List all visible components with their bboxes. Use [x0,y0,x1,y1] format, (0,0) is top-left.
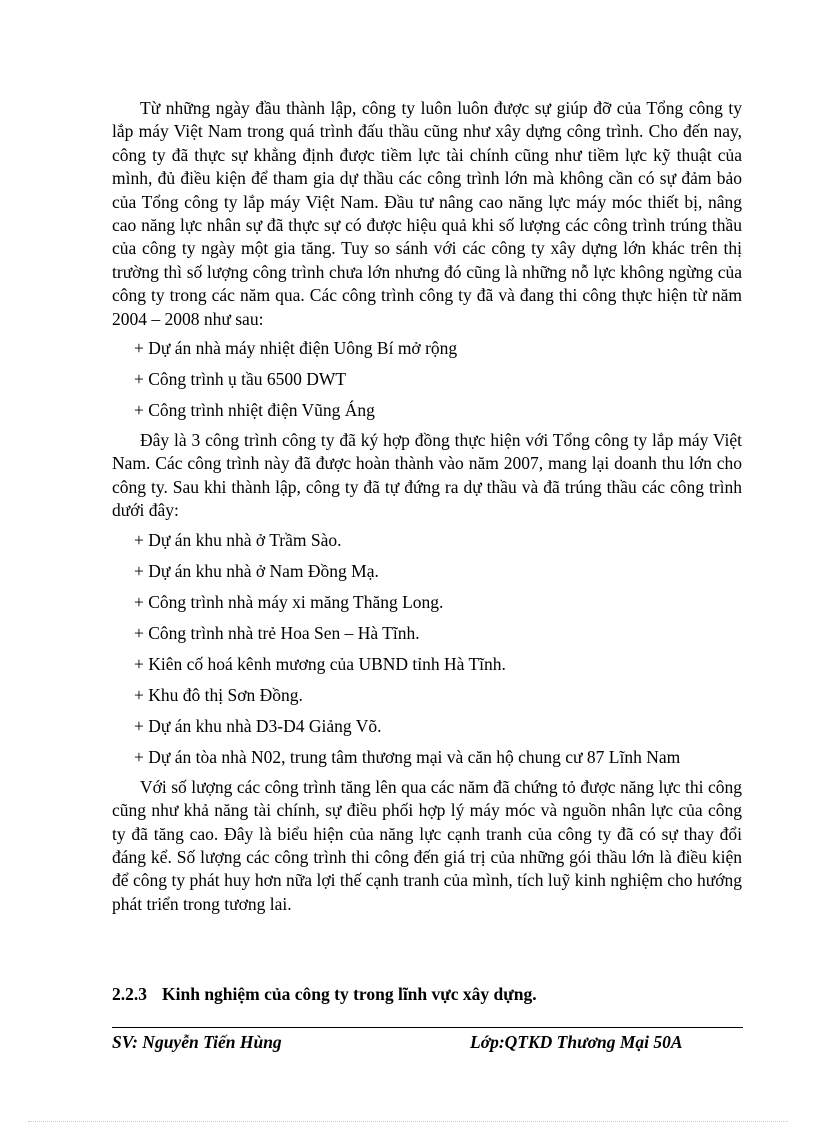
page-edge-divider [28,1121,788,1122]
parent-company-projects-list [112,333,742,426]
list-item: + Công trình nhà máy xi măng Thăng Long. [134,591,444,612]
section-title: Kinh nghiệm của công ty trong lĩnh vực xây dựng. [162,984,537,1004]
independent-projects-list [112,525,742,773]
footer-divider [112,1027,743,1028]
list-item: + Dự án nhà máy nhiệt điện Uông Bí mở rộng [134,338,458,359]
list-item: + Công trình nhà trẻ Hoa Sen – Hà Tĩnh. [134,622,420,643]
intro-paragraph: Từ những ngày đầu thành lập, công ty luôn luôn được sự giúp đỡ của Tổng công ty lắp máy Việt Nam trong quá trình đấu thầu cũng như xây dựng công trình. Cho đến nay, công ty đã thực sự khẳng định được tiềm lực tài chính cũng như tiềm lực kỹ thuật của mình, đủ điều kiện để tham gia dự thầu các công trình lớn mà không cần có sự đảm bảo của Tổng công ty lắp máy Việt Nam. Đầu tư nâng cao năng lực máy móc thiết bị, nâng cao năng lực nhân sự đã thực sự có được hiệu quả khi số lượng các công trình trúng thầu của công ty ngày một gia tăng. Tuy so sánh với các công ty xây dựng lớn khác trên thị trường thì số lượng công trình chưa lớn nhưng đó cũng là những nỗ lực không ngừng của công ty trong các năm qua. Các công trình công ty đã và đang thi công thực hiện từ năm 2004 – 2008 như sau: [112,98,742,329]
footer-student-name: SV: Nguyễn Tiến Hùng [112,1032,282,1052]
list-item: + Dự án khu nhà ở Nam Đồng Mạ. [134,560,379,581]
footer-class-name: Lớp:QTKD Thương Mại 50A [470,1032,683,1052]
section-number: 2.2.3 [112,984,147,1004]
list-item: + Công trình nhiệt điện Vũng Áng [134,400,375,421]
closing-paragraph: Với số lượng các công trình tăng lên qua các năm đã chứng tỏ được năng lực thi công cũng như khả năng tài chính, sự điều phối hợp lý máy móc và nguồn nhân lực của công ty đã tăng cao. Đây là biểu hiện của năng lực cạnh tranh của công ty đã có sự thay đổi đáng kể. Số lượng các công trình thi công đến giá trị của những gói thầu lớn là điều kiện để công ty phát huy hơn nữa lợi thế cạnh tranh của mình, tích luỹ kinh nghiệm cho hướng phát triển trong tương lai. [112,776,742,914]
list-item: + Kiên cố hoá kênh mương của UBND tỉnh Hà Tĩnh. [134,653,506,674]
list-item: + Công trình ụ tầu 6500 DWT [134,369,347,390]
list-item: + Dự án khu nhà ở Trầm Sào. [134,529,342,550]
section-heading [112,984,537,1005]
middle-paragraph: Đây là 3 công trình công ty đã ký hợp đồng thực hiện với Tổng công ty lắp máy Việt Nam. Các công trình này đã được hoàn thành vào năm 2007, mang lại doanh thu lớn cho công ty. Sau khi thành lập, công ty đã tự đứng ra dự thầu và đã trúng thầu các công trình dưới đây: [112,430,742,521]
list-item: + Dự án khu nhà D3-D4 Giảng Võ. [134,715,382,736]
list-item: + Khu đô thị Sơn Đồng. [134,684,303,705]
body-text [112,97,742,916]
list-item: + Dự án tòa nhà N02, trung tâm thương mại và căn hộ chung cư 87 Lĩnh Nam [134,746,681,767]
